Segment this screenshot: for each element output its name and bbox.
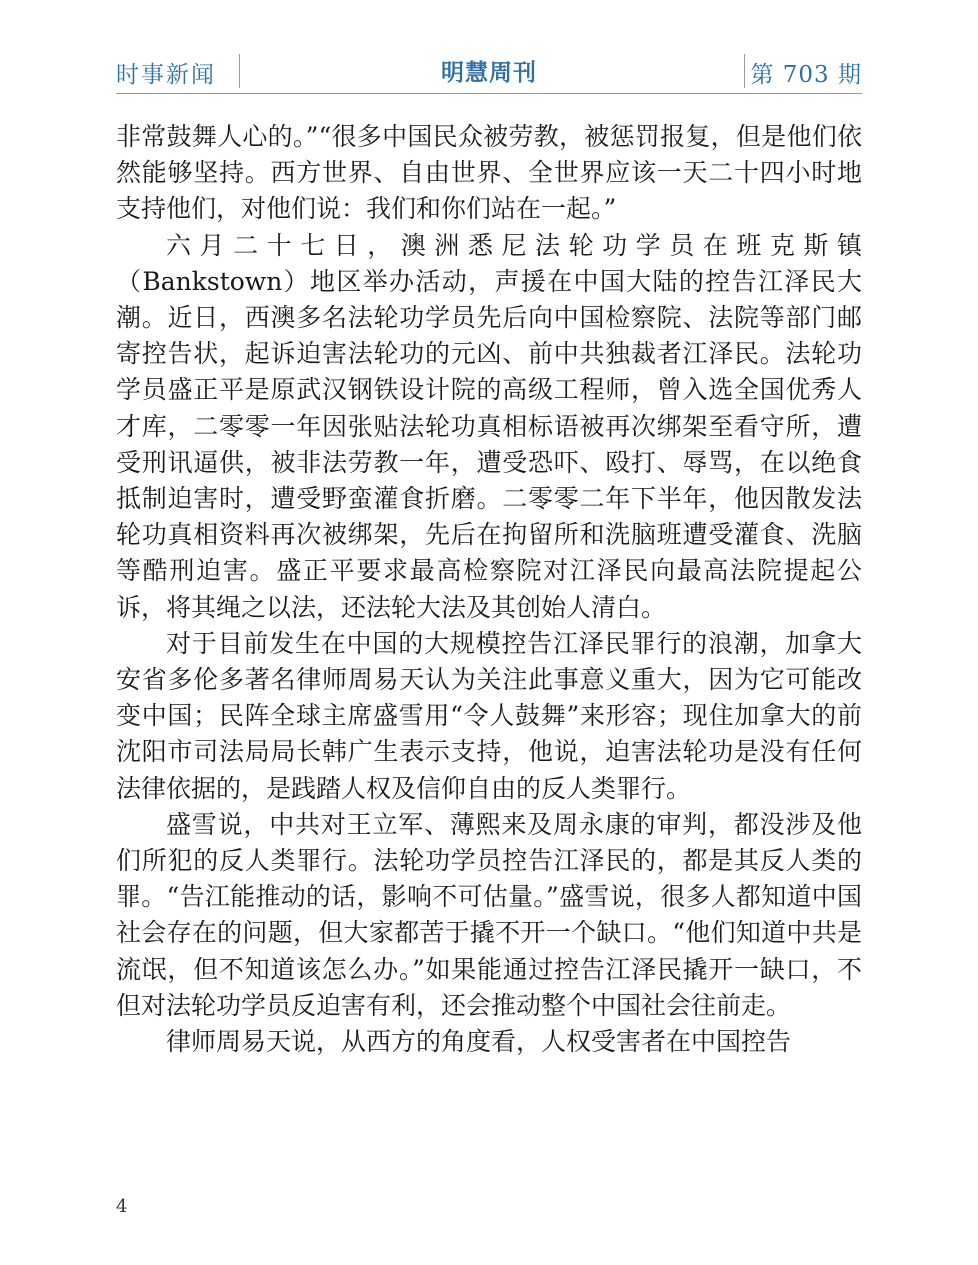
section-title: 时事新闻 bbox=[116, 62, 216, 88]
paragraph: 盛雪说，中共对王立军、薄熙来及周永康的审判，都没涉及他们所犯的反人类罪行。法轮功学员控告江泽民的，都是其反人类的罪。“告江能推动的话，影响不可估量。”盛雪说，很多人都知道中国社会存在的问题，但大家都苦于撬不开一个缺口。“他们知道中共是流氓，但不知道该怎么办。”如果能通过控告江泽民撬开一缺口，不但对法轮功学员反迫害有利，还会推动整个中国社会往前走。 bbox=[116, 809, 862, 1020]
paragraph-continued: 非常鼓舞人心的。”“很多中国民众被劳教，被惩罚报复，但是他们依然能够坚持。西方世界、自由世界、全世界应该一天二十四小时地支持他们，对他们说：我们和你们站在一起。” bbox=[116, 122, 862, 224]
header-rule bbox=[116, 93, 862, 94]
paragraph: 六月二十七日，澳洲悉尼法轮功学员在班克斯镇（Bankstown）地区举办活动，声援在中国大陆的控告江泽民大潮。近日，西澳多名法轮功学员先后向中国检察院、法院等部门邮寄控告状，起诉迫害法轮功的元凶、前中共独裁者江泽民。法轮功学员盛正平是原武汉钢铁设计院的高级工程师，曾入选全国优秀人才库，二零零一年因张贴法轮功真相标语被再次绑架至看守所，遭受刑讯逼供，被非法劳教一年，遭受恐吓、殴打、辱骂，在以绝食抵制迫害时，遭受野蛮灌食折磨。二零零二年下半年，他因散发法轮功真相资料再次被绑架，先后在拘留所和洗脑班遭受灌食、洗脑等酷刑迫害。盛正平要求最高检察院对江泽民向最高法院提起公诉，将其绳之以法，还法轮大法及其创始人清白。 bbox=[116, 230, 862, 622]
header-divider-right bbox=[744, 54, 745, 88]
article-body bbox=[116, 119, 862, 1060]
page-number: 4 bbox=[116, 1196, 128, 1217]
issue-number: 第 703 期 bbox=[750, 62, 862, 88]
publication-title: 明慧周刊 bbox=[441, 59, 537, 86]
paragraph: 律师周易天说，从西方的角度看，人权受害者在中国控告 bbox=[166, 1027, 792, 1057]
paragraph: 对于目前发生在中国的大规模控告江泽民罪行的浪潮，加拿大安省多伦多著名律师周易天认为关注此事意义重大，因为它可能改变中国；民阵全球主席盛雪用“令人鼓舞”来形容；现住加拿大的前沈阳市司法局局长韩广生表示支持，他说，迫害法轮功是没有任何法律依据的，是践踏人权及信仰自由的反人类罪行。 bbox=[116, 628, 862, 803]
page-header bbox=[116, 50, 862, 94]
